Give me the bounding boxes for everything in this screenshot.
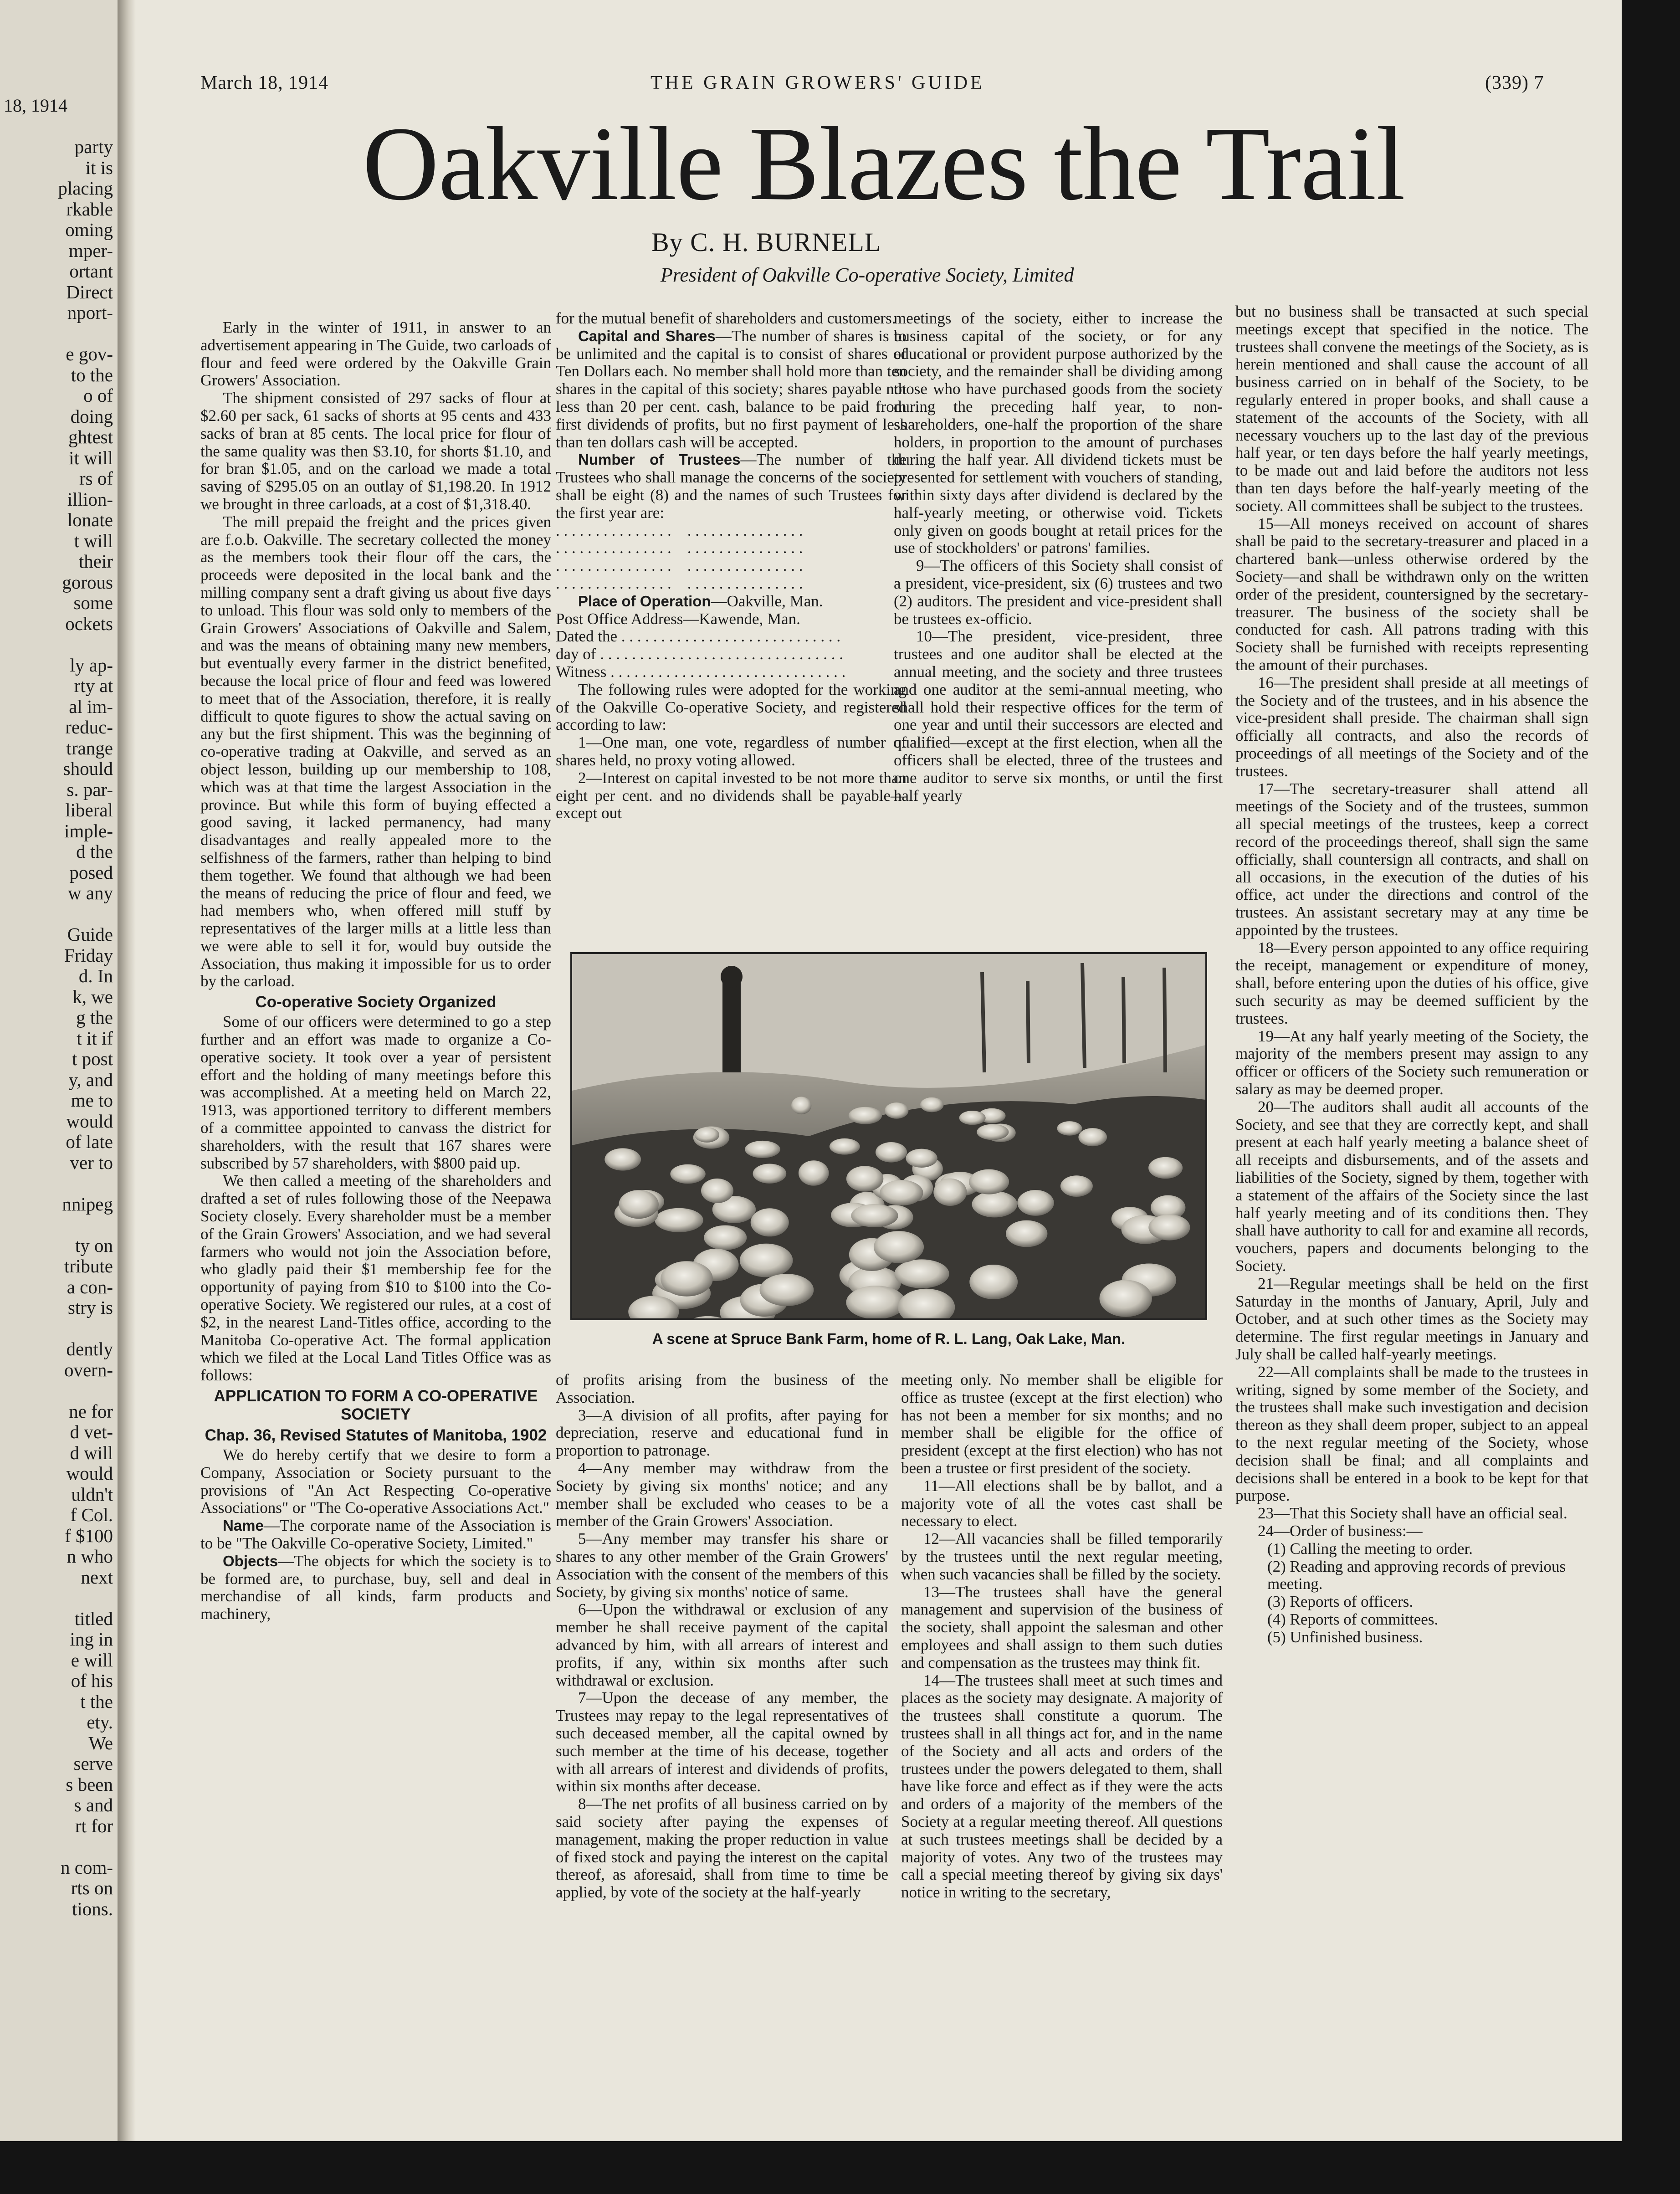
left-page-fragment: k, we (72, 986, 113, 1007)
left-page-fragment: dently (66, 1338, 113, 1359)
left-page-fragment: would (66, 1110, 113, 1132)
day-of-line: day of . . . . . . . . . . . . . . . . . . . . . . . . . . . . . . . (556, 645, 843, 663)
paragraph: We then called a meeting of the shareholders and drafted a set of rules following those of the Neepawa Society closely. Every shareholder must be a member of the Grain Growers' Association, and we had several farmers who would not join the Association before, who gladly paid their $1 membership fee for the opportunity of paying from $10 to $100 into the Co-operative Society. We registered our rules, at a cost of $2, in the nearest Land-Titles office, according to the Manitoba Co-operative Act. The formal application which we filed at the Local Land Titles Office was as follows: (200, 1172, 551, 1384)
paragraph-text: —The number of the Trustees who shall manage the concerns of the society shall be eight (8) and the names of such Trustees for the first year are: (556, 451, 907, 522)
left-page-fragment: would (66, 1463, 113, 1484)
paragraph (556, 451, 907, 522)
left-page-fragment: rty at (74, 675, 113, 696)
left-page-fragment: placing (58, 178, 113, 199)
subheading: APPLICATION TO FORM A CO-OPERATIVE SOCIETY (214, 1387, 538, 1424)
paragraph-text: —The objects for which the society is to be formed are, to purchase, buy, sell and deal in merchandise of all kinds, farm products and machinery, (200, 1552, 551, 1623)
post-office-address: Post Office Address—Kawende, Man. (556, 610, 800, 628)
left-page-fragment: d the (76, 841, 113, 862)
left-page-fragment: ne for (69, 1400, 113, 1422)
paragraph: 9—The officers of this Society shall consist of a president, vice-president, six (6) trustees and two (2) auditors. The president and vice-president shall be trustees ex-officio. (894, 557, 1223, 628)
run-in-heading: Objects (223, 1552, 278, 1569)
left-page-fragment: posed (69, 861, 113, 883)
subheading: Chap. 36, Revised Statutes of Manitoba, 1902 (205, 1426, 547, 1445)
paragraph: for the mutual benefit of shareholders and customers. (556, 310, 896, 327)
left-page-fragment: mper- (68, 240, 113, 261)
left-page-fragment: me to (71, 1090, 113, 1111)
sheep (751, 1208, 789, 1236)
sheep (880, 1180, 923, 1205)
left-page-fragment: s been (66, 1774, 113, 1795)
left-page-fragment: tions. (72, 1898, 113, 1919)
sheep (977, 1124, 1009, 1140)
left-page-fragment: it is (85, 157, 113, 178)
sheep (753, 1164, 787, 1184)
sheep (969, 1265, 1018, 1299)
left-page-fragment: lonate (67, 509, 113, 530)
left-page-fragment: t post (72, 1048, 113, 1069)
left-page-fragment: rs of (79, 468, 113, 489)
paragraph: 12—All vacancies shall be filled temporarily by the trustees until the next regular meeting, when such vacancies shall be filled by the society. (901, 1530, 1223, 1583)
left-page-fragment: ver to (70, 1152, 113, 1173)
sheep (1017, 1190, 1054, 1216)
paragraph (200, 1553, 551, 1623)
paragraph: 6—Upon the withdrawal or exclusion of any member he shall receive payment of the capital advanced by him, with all arrears of interest and profits, if any, within six months after such withdrawal or exclusion. (556, 1600, 888, 1689)
article-column-2-lower (556, 1371, 888, 2109)
left-page-fragment: f Col. (70, 1504, 113, 1525)
left-page-fragment: g the (76, 1007, 113, 1028)
paragraph: 23—That this Society shall have an official seal. (1258, 1504, 1567, 1522)
sheep (920, 1097, 944, 1112)
blank-line: . . . . . . . . . . . . . . . . . . . . . . . . . . . . . . (556, 557, 803, 575)
left-page-fragment: illion- (67, 488, 113, 510)
paragraph: 11—All elections shall be by ballot, and a majority vote of all the votes cast shall be necessary to elect. (901, 1476, 1223, 1530)
paragraph: The following rules were adopted for the working of the Oakville Co-operative Society, and registered according to law: (556, 680, 907, 734)
left-page-fragment: doing (70, 405, 113, 427)
paragraph: 20—The auditors shall audit all accounts of the Society, and see that they are correctly kept, and shall present at each half yearly meeting a balance sheet of all receipts and disbursements, and of the assets and liabilities of the Society, signed by them, together with a statement of the affairs of the Society since the last half yearly meeting and of its conditions then. They shall have authority to call for and examine all records, vouchers, papers and documents belonging to the Society. (1235, 1097, 1588, 1275)
paper-title: THE GRAIN GROWERS' GUIDE (650, 72, 985, 93)
left-page-fragment: ockets (65, 613, 113, 634)
paragraph: 13—The trustees shall have the general management and supervision of the business of the society, shall appoint the salesman and other employees and shall assign to them such duties and compensation as the trustees may think fit. (901, 1583, 1223, 1671)
page-number: (339) 7 (1485, 72, 1544, 93)
author-affiliation: President of Oakville Co-operative Society, Limited (661, 264, 1074, 286)
left-page-fragment: s and (74, 1794, 113, 1815)
left-page-fragment: ety. (87, 1712, 113, 1733)
issue-date: March 18, 1914 (200, 72, 329, 93)
article-column-4 (1235, 303, 1588, 2107)
left-page-fragment: ty on (75, 1235, 113, 1256)
left-page-fragment: d. In (78, 965, 113, 986)
paragraph: 14—The trustees shall meet at such times and places as the society may designate. A majority of the trustees shall constitute a quorum. The trustees shall in all things act for, and in the name of the Society and all acts and orders of the trustees under the powers delegated to them, shall have like force and effect as if they were the acts and orders of a majority of the members of the Society at a regular meeting thereof. All questions at such trustees meetings shall be decided by a majority of votes. Any two of the trustees may call a special meeting thereof by giving six days' notice in writing to the secretary, (901, 1671, 1223, 1902)
paragraph: 17—The secretary-treasurer shall attend all meetings of the Society and of the trustees, summon all special meetings of the trustees, keep a correct record of the proceedings thereof, shall sign the same officially, shall countersign all contracts, and shall on all occasions, in the execution of the duties of his office, act under the directions and control of the trustees. An assistant secretary may at any time be appointed by the trustees. (1235, 779, 1588, 939)
left-page-fragment: Direct (66, 281, 113, 302)
sheep (1100, 1280, 1152, 1317)
sheep (1057, 1121, 1082, 1136)
run-in-heading: Name (223, 1517, 264, 1534)
left-page-fragment: it will (69, 447, 113, 468)
blank-line: . . . . . . . . . . . . . . . . . . . . . . . . . . . . . . (556, 521, 803, 539)
sheep (760, 1274, 814, 1306)
left-page-fragment: t the (80, 1691, 113, 1712)
left-page-fragment: tribute (64, 1256, 113, 1276)
left-page-fragment: trange (66, 737, 113, 759)
sheep (799, 1160, 829, 1186)
left-page-fragment: stry is (67, 1297, 113, 1318)
left-page-fragment: next (81, 1566, 113, 1588)
blank-line: . . . . . . . . . . . . . . . . . . . . . . . . . . . . . . (556, 539, 803, 557)
sheep (655, 1208, 703, 1232)
scan-border (0, 2141, 1680, 2194)
left-page-fragment: o of (83, 385, 113, 406)
left-page-fragment: Friday (64, 944, 113, 966)
sheep (959, 1111, 986, 1125)
sheep (1148, 1215, 1190, 1241)
left-page-fragment: some (73, 592, 113, 613)
list-item: (5) Unfinished business. (1267, 1628, 1423, 1646)
sheep (894, 1259, 949, 1288)
sheep (846, 1166, 883, 1191)
page-gutter (118, 0, 136, 2141)
paragraph: meeting only. No member shall be eligible for office as trustee (except at the first election) who has not been a member for six months; and no member shall be eligible for the office of president (except at the first election) who has not been a trustee or first president of the society. (901, 1371, 1223, 1477)
paragraph-text: —The corporate name of the Association is to be "The Oakville Co-operative Society, Limited." (200, 1517, 551, 1552)
sheep (745, 1141, 780, 1158)
left-page-fragment: rt for (75, 1815, 113, 1836)
paragraph (556, 593, 907, 610)
sheep (885, 1102, 908, 1119)
left-page-fragment: ly ap- (70, 654, 113, 676)
dated-line: Dated the . . . . . . . . . . . . . . . . . . . . . . . . . . . . (556, 627, 841, 646)
paragraph: 22—All complaints shall be made to the trustees in writing, signed by some member of the Society, and the trustees shall make such investigation and decision thereon as they shall deem proper, subject to an appeal to the next regular meeting of the Society, whose decision shall be final; and all complaints and decisions shall be entered in a book to be kept for that purpose. (1235, 1363, 1588, 1505)
paragraph: meetings of the society, either to increase the business capital of the society, or for any educational or provident purpose authorized by the society, and the remainder shall be dividing among those who have purchased goods from the society during the preceding half year, to non-shareholders, one-half the proportion of the share holders, in proportion to the amount of purchases during the half year. All dividend tickets must be presented for settlement with vouchers of standing, within sixty days after dividend is declared by the half-yearly meeting, or otherwise void. Tickets only given on goods bought at retail prices for the use of stockholders' or patrons' families. (894, 310, 1223, 557)
left-page-strip (0, 0, 120, 2141)
sheep (849, 1107, 882, 1124)
witness-line: Witness . . . . . . . . . . . . . . . . . . . . . . . . . . . . . . (556, 662, 846, 681)
list-item: (2) Reading and approving records of previous meeting. (1267, 1557, 1566, 1593)
left-page-fragment: party (74, 136, 113, 157)
left-page-fragment: their (78, 551, 113, 572)
left-page-fragment: titled (74, 1608, 113, 1629)
paragraph: 8—The net profits of all business carried on by said society after paying the expenses of management, making the proper reduction in value of fixed stock and paying the interest on the capital thereof, as aforesaid, shall from time to time be applied, by vote of the society at the half-yearly (556, 1795, 888, 1902)
paragraph-text: —The number of shares is to be unlimited and the capital is to consist of shares of Ten Dollars each. No member shall hold more than ten shares in the capital of this society; shares payable not less than 20 per cent. cash, balance to be paid from first dividends of profits, but no first payment of less than ten dollars cash will be accepted. (556, 327, 907, 451)
article-column-3 (894, 310, 1223, 943)
paragraph: of profits arising from the business of the Association. (556, 1371, 888, 1406)
byline: By C. H. BURNELL (651, 227, 881, 257)
left-page-fragment: Guide (67, 924, 113, 945)
sheep (695, 1128, 719, 1143)
paragraph: 3—A division of all profits, after paying for depreciation, reserve and educational fund in proportion to patronage. (556, 1406, 888, 1460)
left-page-fragment: e will (71, 1649, 113, 1671)
left-page-fragment: to the (71, 364, 113, 385)
sheep (972, 1191, 1018, 1218)
article-column-3-lower (901, 1371, 1223, 2109)
left-page-fragment: rkable (66, 198, 113, 220)
left-page-header: 18, 1914 (4, 95, 67, 116)
paragraph: Some of our officers were determined to go a step further and an effort was made to organize a Co-operative society. It took over a year of persistent effort and the holding of many meetings before this was accomplished. At a meeting held on March 22, 1913, was apportioned territory to different members of a committee appointed to canvass the district for shareholders, with the result that 167 shares were subscribed by 57 shareholders, with $800 paid up. (200, 1013, 551, 1172)
photo-image (572, 954, 1205, 1318)
blank-line: . . . . . . . . . . . . . . . . . . . . . . . . . . . . . . (556, 574, 803, 592)
list-item: (1) Calling the meeting to order. (1267, 1539, 1473, 1558)
left-page-fragment: nport- (67, 302, 113, 323)
run-in-heading: Number of Trustees (578, 451, 741, 468)
paragraph: 18—Every person appointed to any office requiring the receipt, management or expenditure of money, shall, before entering upon the duties of his office, give such security as may be deemed sufficient by the trustees. (1235, 938, 1588, 1027)
list-item: (3) Reports of officers. (1267, 1593, 1414, 1611)
left-page-fragment: rts on (71, 1877, 113, 1898)
left-page-fragment: of his (71, 1670, 113, 1691)
sheep (846, 1286, 906, 1318)
sheep (1148, 1157, 1183, 1179)
paragraph: 2—Interest on capital invested to be not more than eight per cent. and no dividends shall be payable—except out (556, 769, 907, 822)
left-page-fragment: of late (66, 1131, 113, 1152)
sheep (1006, 1220, 1047, 1247)
paragraph (556, 328, 907, 451)
sheep (851, 1204, 898, 1227)
paragraph: 16—The president shall preside at all meetings of the Society and of the trustees, and in his absence the vice-president shall preside. The chairman shall sign officially all contracts, and also the records of proceedings of all meetings of the Society and of the trustees. (1235, 673, 1588, 780)
left-page-fragment: oming (65, 219, 113, 240)
list-item: (4) Reports of committees. (1267, 1610, 1439, 1628)
left-page-fragment: t it if (77, 1027, 113, 1049)
sheep (906, 1149, 937, 1168)
sheep (1060, 1175, 1093, 1197)
sheep (830, 1138, 860, 1155)
sheep (670, 1164, 705, 1184)
left-page-fragment: e gov- (66, 343, 113, 364)
left-page-fragment: gorous (62, 571, 113, 593)
left-page-fragment: ortant (69, 261, 113, 282)
paragraph: Early in the winter of 1911, in answer to an advertisement appearing in The Guide, two carloads of flour and feed were ordered by the Oakville Grain Growers' Association. (200, 319, 551, 390)
sheep (791, 1097, 811, 1114)
left-page-fragment: s. par- (67, 779, 113, 800)
left-page-fragment: serve (73, 1753, 113, 1774)
paragraph: 10—The president, vice-president, three trustees and one auditor shall be elected at the annual meeting, and the society and three trustees and one auditor at the semi-annual meeting, who shall hold their respective offices for the term of one year and until their successors are elected and qualified—except at the first election, when all the officers shall be elected, three of the trustees and one auditor to serve six months, or until the first half yearly (894, 627, 1223, 805)
sheep (740, 1244, 793, 1277)
article-column-2 (556, 310, 907, 943)
sheep (969, 1169, 1009, 1194)
left-page-fragment: imple- (64, 820, 113, 841)
paragraph (200, 1517, 551, 1553)
sheep (1078, 1128, 1107, 1146)
headline: Oakville Blazes the Trail (362, 105, 1405, 222)
paragraph: 21—Regular meetings shall be held on the first Saturday in the months of January, April, July and October, and at such other times as the Society may determine. The first regular meetings in January and July shall be called half-yearly meetings. (1235, 1274, 1588, 1364)
left-page-fragment: ghtest (68, 426, 113, 447)
sheep (876, 1142, 907, 1163)
paragraph: 19—At any half yearly meeting of the Society, the majority of the members present may assign to any officer or officers of the Society such remuneration or salary as may be deemed proper. (1235, 1027, 1588, 1098)
left-page-fragment: t will (74, 530, 113, 551)
paragraph-text: —Oakville, Man. (711, 592, 823, 610)
left-page-fragment: ing in (70, 1629, 113, 1650)
paragraph: We do hereby certify that we desire to form a Company, Association or Society pursuant to the provisions of "An Act Respecting Co-operative Associations" or "The Co-operative Associations Act." (200, 1446, 551, 1517)
left-page-fragment: f $100 (65, 1525, 113, 1546)
paragraph: The mill prepaid the freight and the prices given are f.o.b. Oakville. The secretary collected the money as the members took their flour off the cars, the proceeds were deposited in the local bank and the milling company sent a draft giving us about five days to unload. This flour was sold only to members of the Grain Growers' Associations of Oakville and Salem, and was the means of obtaining many new members, but eventually every farmer in the district benefited, because the local price of flour and feed was lowered to meet that of the Association, therefore, it is really difficult to quote figures to show the actual saving on any but the first shipment. This was the beginning of co-operative trading at Oakville, and served as an object lesson, building up our membership to 108, which was at that time the largest Association in the province. But while this form of buying effected a good saving, it lacked permanency, had many disadvantages and really appealed more to the selfishness of the farmers, rather than helping to bind them together. We found that although we had been the means of reducing the price of flour and feed, we had members who, when offered mill stuff by representatives of the larger mills at a little less than we were able to sell it for, would buy outside the Association, thus making it impossible for us to order by the carload. (200, 513, 551, 990)
left-page-fragment: should (63, 758, 113, 779)
sheep (874, 1231, 924, 1263)
left-page-fragment: liberal (65, 800, 113, 820)
sheep (933, 1179, 967, 1206)
left-page-fragment: d will (70, 1442, 113, 1463)
paragraph: 1—One man, one vote, regardless of number of shares held, no proxy voting allowed. (556, 733, 907, 769)
left-page-fragment: y, and (68, 1069, 113, 1090)
left-page-fragment: n com- (61, 1856, 113, 1878)
subheading: Co-operative Society Organized (255, 993, 497, 1011)
article-column-1 (200, 319, 551, 2096)
left-page-fragment: n who (67, 1546, 113, 1567)
left-page-fragment: nnipeg (62, 1193, 113, 1215)
sheep (704, 1225, 747, 1250)
left-page-fragment: w any (67, 882, 113, 903)
left-page-fragment: al im- (69, 696, 113, 717)
sheep (604, 1148, 641, 1170)
sheep (701, 1179, 733, 1203)
paragraph: 15—All moneys received on account of shares shall be paid to the secretary-treasurer and placed in a chartered bank—unless otherwise ordered by the Society—and shall be withdrawn only on the written order of the president, countersigned by the secretary-treasurer. The business of the society shall be conducted for cash. All patrons trading with this Society shall be furnished with receipts representing the amount of their purchases. (1235, 514, 1588, 674)
paragraph: The shipment consisted of 297 sacks of flour at $2.60 per sack, 61 sacks of shorts at 95 cents and 433 sacks of bran at 85 cents. The local price for flour of the same quality was then $3.10, for shorts $1.10, and for bran $1.05, and on the carload we made a total saving of $295.05 on an outlay of $1,198.20. In 1912 we brought in three carloads, at a cost of $1,318.40. (200, 389, 551, 513)
paragraph: 24—Order of business:— (1258, 1522, 1423, 1540)
sheep (661, 1261, 713, 1297)
photo-caption: A scene at Spruce Bank Farm, home of R. L. Lang, Oak Lake, Man. (652, 1330, 1126, 1347)
left-page-fragment: overn- (64, 1359, 113, 1380)
sheep-flock-photo (570, 952, 1207, 1320)
left-page-fragment: We (88, 1732, 113, 1753)
paragraph: 4—Any member may withdraw from the Society by giving six months' notice; and any member shall be excluded who ceases to be a member of the Grain Growers' Association. (556, 1459, 888, 1530)
run-in-heading: Capital and Shares (578, 327, 716, 344)
left-page-fragment: d vet- (70, 1421, 113, 1442)
left-page-fragment: a con- (67, 1276, 113, 1297)
paragraph: but no business shall be transacted at such special meetings except that specified in the notice. The trustees shall convene the meetings of the Society, as is herein mentioned and shall cause the account of all business carried on in behalf of the Society, to be regularly entered in proper books, and shall cause a statement of the accounts of the Society, with all necessary vouchers up to the last day of the previous half year, or ten days before the half yearly meetings, to be made out and laid before the auditors not less than ten days before the half-yearly meeting of the society. All committees shall be subject to the trustees. (1235, 303, 1588, 515)
left-page-fragment: reduc- (65, 717, 113, 738)
paragraph: 7—Upon the decease of any member, the Trustees may repay to the legal representatives of such deceased member, all the capital owned by such member at the time of his decease, together with all arrears of interest and dividends of profits, within six months after decease. (556, 1689, 888, 1795)
left-page-fragment: uldn't (71, 1483, 113, 1505)
paragraph: 5—Any member may transfer his share or shares to any other member of the Grain Growers' Association with the consent of the members of this Society, by giving six months' notice of same. (556, 1530, 888, 1601)
run-in-heading: Place of Operation (578, 592, 711, 610)
sheep (619, 1190, 659, 1219)
